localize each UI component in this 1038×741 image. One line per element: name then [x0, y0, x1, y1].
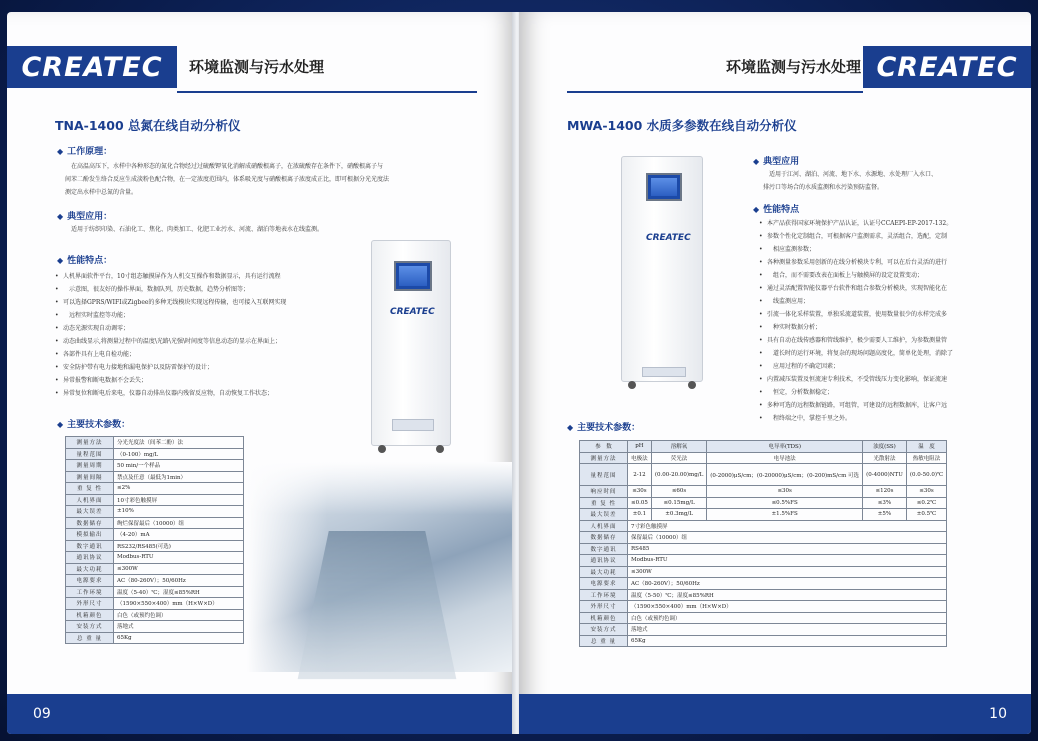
feature-item: • 各种测量参数采用创新的在线分析模块专利，可以在后台灵活的进行	[759, 256, 953, 269]
spec-value: 保留最后（10000）组	[628, 532, 947, 544]
spec-label: 人机界面	[580, 520, 628, 532]
header-title: 环境监测与污水处理	[189, 58, 325, 76]
spec-label: 安装方式	[580, 624, 628, 636]
spec-value: 分光光度法（间苯二酚）法	[114, 437, 244, 449]
spec-row	[66, 609, 244, 621]
diamond-icon: ◆	[753, 157, 760, 166]
device-screen	[646, 173, 682, 201]
spec-row	[580, 452, 947, 464]
spec-value: AC（80-260V）；50/60Hz	[628, 578, 947, 590]
spec-row	[66, 460, 244, 472]
spec-value: 白色（或预约色调）	[628, 612, 947, 624]
spec-label: 量程范围	[580, 464, 628, 486]
spec-row	[580, 532, 947, 544]
device-nameplate	[392, 419, 434, 431]
spec-value: ≤300W	[114, 563, 244, 575]
brand-logo-text: CREATEC	[876, 51, 1018, 83]
spec-value: 热敏电阻法	[906, 452, 946, 464]
brand-logo	[863, 46, 1031, 88]
feature-item: • 道长时的运行环境，将复杂的现场问题高度化，简单化处理，消除了	[759, 347, 953, 360]
spec-value: 温度（5-50）℃；湿度≤85%RH	[628, 589, 947, 601]
spec-label: 电源要求	[580, 578, 628, 590]
spec-table	[579, 440, 947, 647]
feature-item: • 动态光源实现自动调零；	[55, 322, 286, 335]
spec-row	[66, 552, 244, 564]
spec-label: 通讯协议	[580, 555, 628, 567]
page-footer	[7, 694, 515, 734]
spec-label: 外形尺寸	[580, 601, 628, 613]
spec-label: 量程范围	[66, 448, 114, 460]
header-divider	[177, 91, 477, 93]
feature-item: • 恒定，分析数据稳定；	[759, 386, 953, 399]
spec-value: 电导池法	[707, 452, 863, 464]
header-title: 环境监测与污水处理	[726, 58, 862, 76]
section-application: ◆ 典型应用：	[57, 212, 113, 222]
left-page	[7, 12, 515, 734]
feature-item: • 动态曲线显示,将测量过程中的温度\光路\光强\时间度等信息动态的显示在界面上；	[55, 335, 286, 348]
feature-item: • 参数个性化定制组合，可根据客户监测需求，灵活组合，选配，定制	[759, 230, 953, 243]
spec-value: （4-20）mA	[114, 529, 244, 541]
spec-label: 重 复 性	[580, 497, 628, 509]
spec-row	[66, 563, 244, 575]
feature-item: • 通过灵活配置智能仪器平台软件和组合参数分析模块，实现智能化在	[759, 282, 953, 295]
feature-item: • 远程实时监控等功能；	[55, 309, 286, 322]
spec-value: (0-2000)μS/cm；(0-20000)μS/cm；(0-200)mS/cm 可选	[707, 464, 863, 486]
feature-item: • 组合，而不需要改表在面板上与触摸屏的设定设置变动；	[759, 269, 953, 282]
feature-item: • 示意图，很友好的操作界面，数据队列，历史数据，趋势分析图等；	[55, 283, 286, 296]
spec-value: 50 min/一个样品	[114, 460, 244, 472]
spec-row	[66, 471, 244, 483]
feature-item: • 具有自动在线传感器和管线维护，极少需要人工维护，为参数测量管	[759, 334, 953, 347]
spec-label: 机箱颜色	[580, 612, 628, 624]
spec-table	[65, 436, 244, 644]
feature-item: • 本产品获得国家环境保护产品认证，认证号CCAEPI-EP-2017-132。	[759, 217, 953, 230]
spec-label: 电源要求	[66, 575, 114, 587]
feature-item: • 线监测应用；	[759, 295, 953, 308]
spec-value: ≤3%	[863, 497, 907, 509]
analyzer-cabinet-image	[371, 240, 451, 446]
spec-value: Modbus-RTU	[628, 555, 947, 567]
spec-row	[66, 529, 244, 541]
device-brand-label: CREATEC	[646, 233, 691, 243]
spec-value: RS485	[628, 543, 947, 555]
spec-label: 总 重 量	[66, 632, 114, 644]
spec-row	[580, 578, 947, 590]
feature-item: • 各部件具有上电自检功能；	[55, 348, 286, 361]
spec-value: 65Kg	[628, 635, 947, 647]
feature-item: • 内置减压装置及恒流速专利技术，不受管线压力变化影响，保证流速	[759, 373, 953, 386]
diamond-icon: ◆	[567, 423, 574, 432]
spec-column-header: pH	[628, 441, 652, 453]
feature-item: • 引流一体化采样装置，单独采流道装置，使用数量很少的水样完成多	[759, 308, 953, 321]
spec-row	[66, 494, 244, 506]
water-treatment-photo	[247, 462, 515, 672]
spec-value: 绚烂保留最后（10000）组	[114, 517, 244, 529]
feature-item: • 人机界面软件平台，10寸组态触摸屏作为人机交互操作和数据显示，具有运行流程	[55, 270, 286, 283]
spec-label: 工作环境	[66, 586, 114, 598]
diamond-icon: ◆	[57, 420, 64, 429]
spec-value: ≤30s	[628, 486, 652, 498]
spec-row	[580, 543, 947, 555]
spec-label: 测量间隔	[66, 471, 114, 483]
feature-item: • 应用过程的不确定因素；	[759, 360, 953, 373]
spec-row	[580, 601, 947, 613]
diamond-icon: ◆	[753, 205, 760, 214]
spec-row	[66, 437, 244, 449]
diamond-icon: ◆	[57, 212, 64, 221]
spec-label: 外形尺寸	[66, 598, 114, 610]
spec-label: 重 复 性	[66, 483, 114, 495]
spec-label: 测量周期	[66, 460, 114, 472]
spec-value: ±0.1	[628, 509, 652, 521]
brand-logo	[7, 46, 177, 88]
spec-row	[580, 566, 947, 578]
feature-item: • 多种可选的远程数据链路，可组管，可建设的远程数据库，让客户远	[759, 399, 953, 412]
diamond-icon: ◆	[57, 147, 64, 156]
spec-value: 荧光法	[651, 452, 706, 464]
principle-text: 在高温高压下，水样中各种形态的氮化合物经过过硫酸钾氧化消解成硝酸根离子，在浓硫酸存在条件下，硝酸根离子与 间苯二酚发生络合反应生成淡粉色配合物，在一定浓度范围内，体系吸光度与硝酸根离子浓度成正比，即可根据分光光度法 测定出水样中总氮的含量。	[65, 163, 390, 196]
feature-item: • 安全防护带有电力接地和漏电保护以及防雷保护的设计；	[55, 361, 286, 374]
feature-item: • 相应监测参数；	[759, 243, 953, 256]
section-features: ◆ 性能特点	[753, 205, 800, 215]
spec-value: ≤60s	[651, 486, 706, 498]
spec-row	[580, 497, 947, 509]
spec-value: 禁点及任意（最低为1min）	[114, 471, 244, 483]
spec-value: ±0.5℃	[906, 509, 946, 521]
spec-row	[580, 555, 947, 567]
spec-label: 最大功耗	[580, 566, 628, 578]
spec-label: 测量方法	[66, 437, 114, 449]
analyzer-cabinet-image	[621, 156, 703, 382]
spec-label: 工作环境	[580, 589, 628, 601]
right-page	[519, 12, 1031, 734]
spec-value: ±5%	[863, 509, 907, 521]
features-list	[759, 217, 953, 425]
spec-value: ≤0.15mg/L	[651, 497, 706, 509]
feature-item: • 程终端之中，掌控千里之外。	[759, 412, 953, 425]
spec-value: ±1.5%FS	[707, 509, 863, 521]
spec-value: 2-12	[628, 464, 652, 486]
header-divider	[567, 91, 863, 93]
application-text: 适用于纺织印染、石油化工、焦化、肉类加工、化肥工业污水、河流、湖泊等地表水在线监测。	[71, 226, 324, 233]
spec-value: ≤2%	[114, 483, 244, 495]
spec-value: 白色（或预约色调）	[114, 609, 244, 621]
spec-column-header: 参 数	[580, 441, 628, 453]
section-specs: ◆ 主要技术参数：	[567, 423, 641, 433]
spec-row	[66, 448, 244, 460]
spec-label: 数据储存	[66, 517, 114, 529]
spec-row	[66, 632, 244, 644]
spec-label: 数字通讯	[66, 540, 114, 552]
spec-column-header: 电导率(TDS)	[707, 441, 863, 453]
spec-row	[580, 612, 947, 624]
spec-value: (0.0-50.0)℃	[906, 464, 946, 486]
spec-row	[580, 520, 947, 532]
spec-label: 通讯协议	[66, 552, 114, 564]
spec-label: 数据储存	[580, 532, 628, 544]
spec-value: 落地式	[114, 621, 244, 633]
feature-item: • 异常复位和断电后来电，仪器自动排出仪器内残留反应物，自动恢复工作状态；	[55, 387, 286, 400]
spec-value: 65Kg	[114, 632, 244, 644]
spec-value: ≤0.2℃	[906, 497, 946, 509]
spec-value: 光散射法	[863, 452, 907, 464]
section-features: ◆ 性能特点：	[57, 256, 113, 266]
spec-value: （1590×550×400）mm（H×W×D）	[628, 601, 947, 613]
spec-column-header: 浊度(SS)	[863, 441, 907, 453]
feature-item: • 可以选择GPRS/WIFI或Zigbee的多种无线模块实现远程传输，也可接入互联网实现	[55, 296, 286, 309]
spec-label: 最大功耗	[66, 563, 114, 575]
spec-value: ≤0.05	[628, 497, 652, 509]
feature-item: • 种实时数据分析；	[759, 321, 953, 334]
spec-value: AC（80-260V）；50/60Hz	[114, 575, 244, 587]
spec-value: (0-4000)NTU	[863, 464, 907, 486]
device-screen	[394, 261, 432, 291]
spec-row	[66, 586, 244, 598]
section-principle: ◆ 工作原理：	[57, 147, 113, 157]
application-text: 适用于江河、湖泊、河流、地下水、水源地、水处理厂入水口、 排污口等场合的水质监测和水污染预防监督。	[763, 171, 938, 191]
spec-row	[580, 509, 947, 521]
spec-row	[66, 621, 244, 633]
section-specs: ◆ 主要技术参数：	[57, 420, 131, 430]
spec-row	[66, 540, 244, 552]
spec-label: 最大误差	[66, 506, 114, 518]
spec-label: 机箱颜色	[66, 609, 114, 621]
spec-value: Modbus-RTU	[114, 552, 244, 564]
device-brand-label: CREATEC	[390, 307, 435, 317]
spec-value: （1590×550×400）mm（H×W×D）	[114, 598, 244, 610]
product-title: TNA-1400 总氮在线自动分析仪	[55, 118, 241, 133]
spec-value: ≤300W	[628, 566, 947, 578]
brand-logo-text: CREATEC	[21, 51, 163, 83]
features-list	[55, 270, 286, 400]
spec-value: ±10%	[114, 506, 244, 518]
spec-row	[66, 506, 244, 518]
spec-row	[66, 598, 244, 610]
spec-row	[66, 575, 244, 587]
spec-value: ≤30s	[906, 486, 946, 498]
spec-label: 响应时间	[580, 486, 628, 498]
spec-value: ≤0.5%FS	[707, 497, 863, 509]
page-number: 10	[989, 706, 1007, 722]
spec-value: ≤120s	[863, 486, 907, 498]
spec-row	[66, 483, 244, 495]
spec-label: 总 重 量	[580, 635, 628, 647]
spec-label: 安装方式	[66, 621, 114, 633]
spec-value: ≤30s	[707, 486, 863, 498]
product-title: MWA-1400 水质多参数在线自动分析仪	[567, 118, 797, 133]
device-nameplate	[642, 367, 686, 377]
feature-item: • 异常报警和断电数据不会丢失；	[55, 374, 286, 387]
spec-column-header: 温 度	[906, 441, 946, 453]
spec-value: （0-100）mg/L	[114, 448, 244, 460]
spec-value: (0.00-20.00)mg/L	[651, 464, 706, 486]
section-application: ◆ 典型应用	[753, 157, 800, 167]
spec-label: 最大误差	[580, 509, 628, 521]
spec-label: 人机界面	[66, 494, 114, 506]
spec-label: 数字通讯	[580, 543, 628, 555]
spec-row	[580, 441, 947, 453]
spec-value: 7寸彩色触摸屏	[628, 520, 947, 532]
spec-label: 模拟输出	[66, 529, 114, 541]
page-footer	[519, 694, 1031, 734]
spec-row	[580, 464, 947, 486]
spec-label: 测量方法	[580, 452, 628, 464]
spec-row	[580, 624, 947, 636]
diamond-icon: ◆	[57, 256, 64, 265]
spec-value: 电极法	[628, 452, 652, 464]
spec-row	[66, 517, 244, 529]
spec-row	[580, 486, 947, 498]
spec-value: 温度（5-40）℃；湿度≤85%RH	[114, 586, 244, 598]
spec-value: 落地式	[628, 624, 947, 636]
spec-value: 10寸彩色触摸屏	[114, 494, 244, 506]
spec-value: ±0.3mg/L	[651, 509, 706, 521]
spec-row	[580, 635, 947, 647]
page-number: 09	[33, 706, 51, 722]
spec-column-header: 溶解氧	[651, 441, 706, 453]
spec-row	[580, 589, 947, 601]
spec-value: RS232/RS485(可选)	[114, 540, 244, 552]
